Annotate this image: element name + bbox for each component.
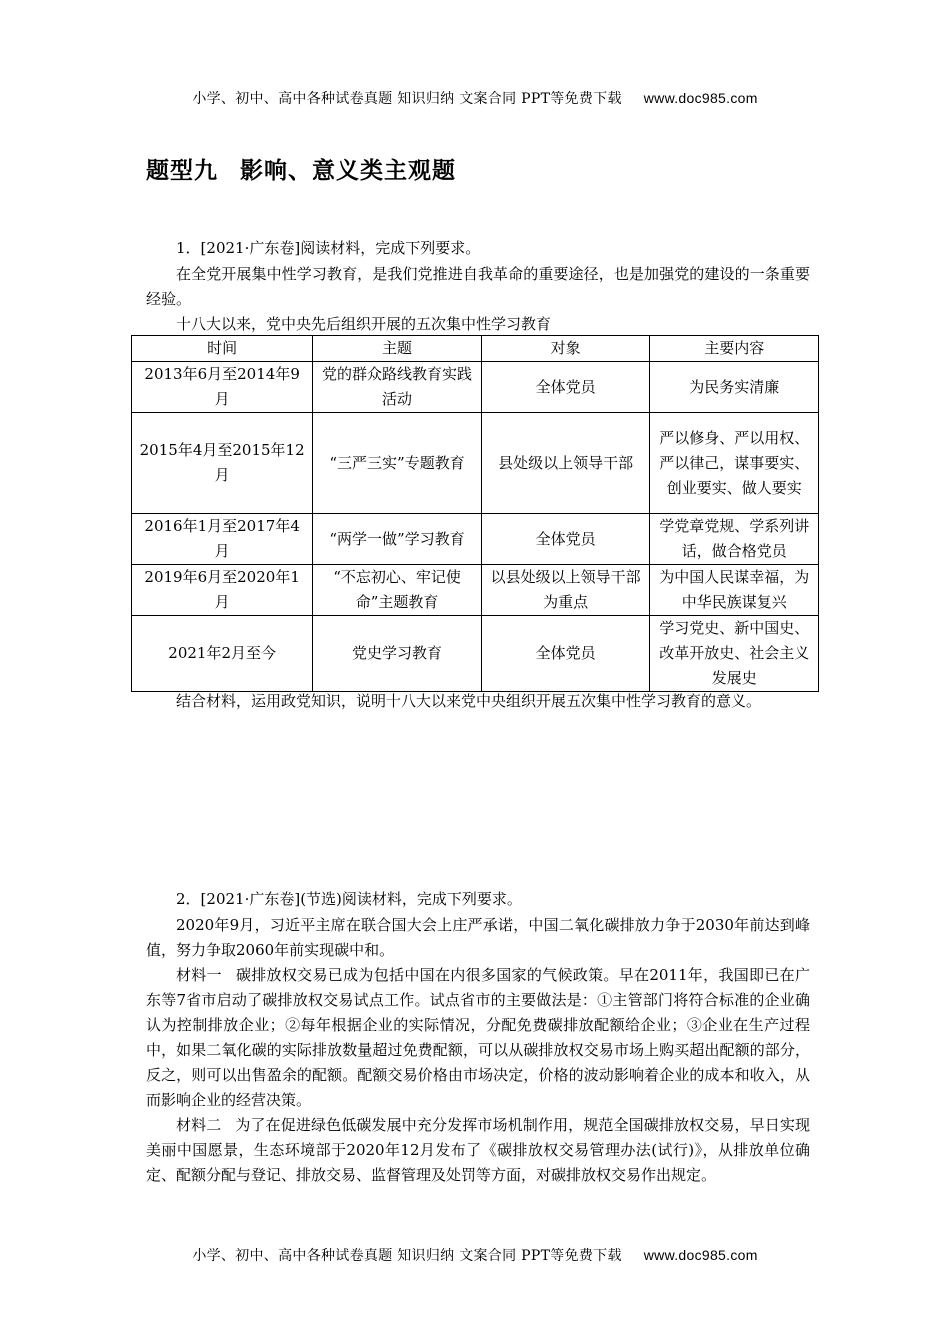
cell-target: 以县处级以上领导干部为重点: [481, 565, 650, 616]
cell-content: 为民务实清廉: [650, 362, 819, 413]
material-2-label: 材料二: [176, 1116, 222, 1134]
material-1: [146, 963, 810, 1113]
banner-text: 小学、初中、高中各种试卷真题 知识归纳 文案合同 PPT等免费下载: [192, 1248, 622, 1264]
cell-theme: “三严三实”专题教育: [313, 413, 482, 514]
header-content: 主要内容: [650, 336, 819, 362]
material-2: [146, 1113, 810, 1188]
cell-time: 2019年6月至2020年1月: [132, 565, 313, 616]
table-row: [132, 616, 819, 692]
site-link[interactable]: www.doc985.com: [643, 1247, 758, 1263]
cell-time: 2021年2月至今: [132, 616, 313, 692]
cell-content: 学习党史、新中国史、改革开放史、社会主义发展史: [650, 616, 819, 692]
cell-content: 为中国人民谋幸福，为中华民族谋复兴: [650, 565, 819, 616]
header-target: 对象: [481, 336, 650, 362]
table-caption: 十八大以来，党中央先后组织开展的五次集中性学习教育: [176, 315, 552, 333]
cell-theme: “两学一做”学习教育: [313, 514, 482, 565]
banner-text: 小学、初中、高中各种试卷真题 知识归纳 文案合同 PPT等免费下载: [192, 91, 622, 107]
material-1-text: 碳排放权交易已成为包括中国在内很多国家的气候政策。早在2011年，我国即已在广东等7省市启动了碳排放权交易试点工作。试点省市的主要做法是：①主管部门将符合标准的企业确认为控制排放企业；②每年根据企业的实际情况，分配免费碳排放配额给企业；③企业在生产过程中，如果二氧化碳的实际排放数量超过免费配额，可以从碳排放权交易市场上购买超出配额的部分，反之，则可以出售盈余的配额。配额交易价格由市场决定，价格的波动影响着企业的成本和收入，从而影响企业的经营决策。: [146, 966, 810, 1109]
cell-theme: “不忘初心、牢记使命”主题教育: [313, 565, 482, 616]
question-2-context: 2020年9月，习近平主席在联合国大会上庄严承诺，中国二氧化碳排放力争于2030年前达到峰值，努力争取2060年前实现碳中和。: [146, 916, 810, 959]
question-2-body: [146, 913, 810, 1188]
question-2-heading: 2．[2021·广东卷](节选)阅读材料，完成下列要求。: [176, 890, 522, 908]
cell-target: 全体党员: [481, 362, 650, 413]
table-row: [132, 565, 819, 616]
cell-content: 学党章党规、学系列讲话，做合格党员: [650, 514, 819, 565]
cell-time: 2016年1月至2017年4月: [132, 514, 313, 565]
table-header-row: [132, 336, 819, 362]
section-number: 题型九: [146, 158, 218, 184]
study-education-table: [131, 335, 819, 692]
header-banner: [0, 88, 950, 108]
footer-banner: [0, 1245, 950, 1265]
cell-time: 2013年6月至2014年9月: [132, 362, 313, 413]
cell-target: 全体党员: [481, 616, 650, 692]
site-link[interactable]: www.doc985.com: [643, 90, 758, 106]
question-1-intro: 在全党开展集中性学习教育，是我们党推进自我革命的重要途径，也是加强党的建设的一条重要经验。: [146, 265, 810, 308]
question-1-heading: 1．[2021·广东卷]阅读材料，完成下列要求。: [176, 239, 481, 257]
section-title: [146, 152, 456, 185]
cell-theme: 党史学习教育: [313, 616, 482, 692]
cell-content: 严以修身、严以用权、严以律己，谋事要实、创业要实、做人要实: [650, 413, 819, 514]
material-1-label: 材料一: [176, 966, 222, 984]
section-name: 影响、意义类主观题: [240, 158, 456, 184]
table-row: [132, 362, 819, 413]
cell-time: 2015年4月至2015年12月: [132, 413, 313, 514]
cell-target: 全体党员: [481, 514, 650, 565]
material-2-text: 为了在促进绿色低碳发展中充分发挥市场机制作用，规范全国碳排放权交易，早日实现美丽中国愿景，生态环境部于2020年12月发布了《碳排放权交易管理办法(试行)》，从排放单位确定、配额分配与登记、排放交易、监督管理及处罚等方面，对碳排放权交易作出规定。: [146, 1116, 810, 1184]
table-row: [132, 514, 819, 565]
cell-target: 县处级以上领导干部: [481, 413, 650, 514]
header-time: 时间: [132, 336, 313, 362]
header-theme: 主题: [313, 336, 482, 362]
table-row: [132, 413, 819, 514]
question-1-prompt: 结合材料，运用政党知识，说明十八大以来党中央组织开展五次集中性学习教育的意义。: [176, 692, 762, 710]
cell-theme: 党的群众路线教育实践活动: [313, 362, 482, 413]
